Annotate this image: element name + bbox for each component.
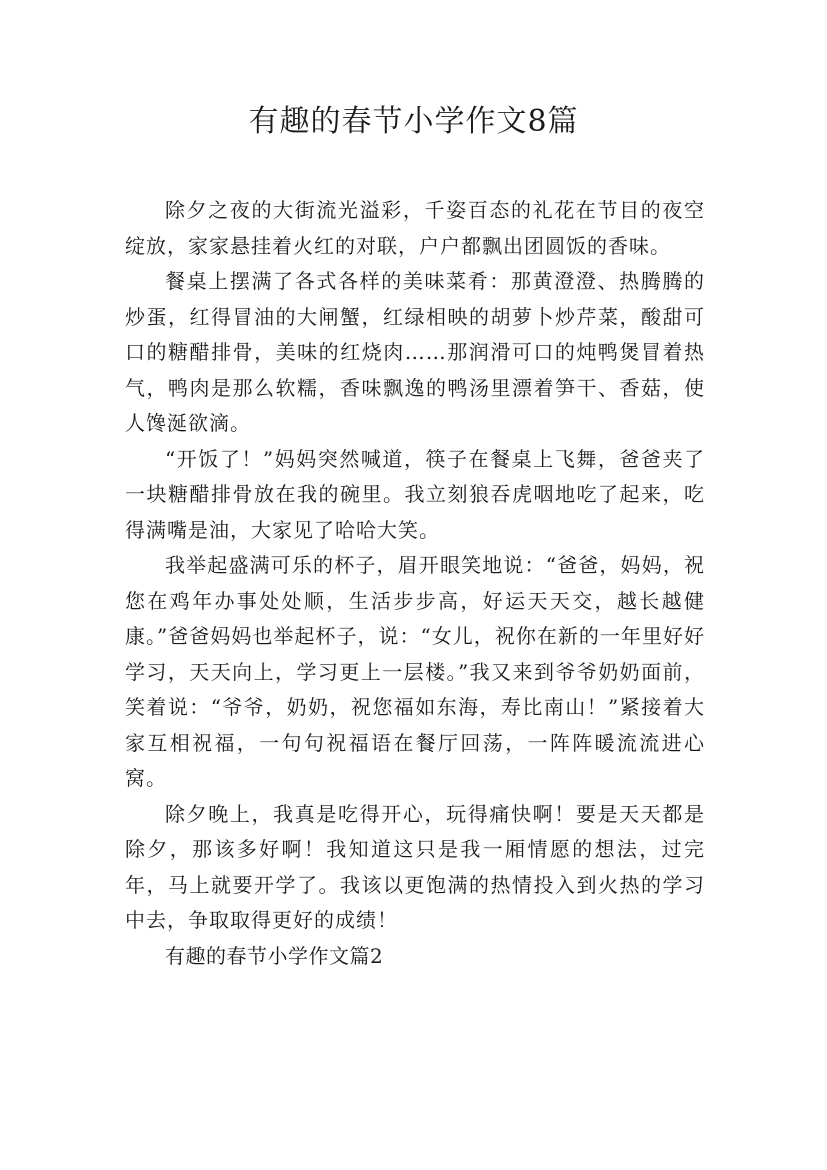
- paragraph-3: “开饭了！”妈妈突然喊道，筷子在餐桌上飞舞，爸爸夹了一块糖醋排骨放在我的碗里。我立刻狼吞虎咽地吃了起来，吃得满嘴是油，大家见了哈哈大笑。: [125, 446, 705, 542]
- next-section-heading: 有趣的春节小学作文篇2: [165, 943, 384, 968]
- paragraph-1: 除夕之夜的大街流光溢彩，千姿百态的礼花在节目的夜空绽放，家家悬挂着火红的对联，户户都飘出团圆饭的香味。: [125, 198, 705, 258]
- document-title: 有趣的春节小学作文8篇: [248, 104, 579, 139]
- document-body: [125, 193, 705, 974]
- paragraph-4: 我举起盛满可乐的杯子，眉开眼笑地说：“爸爸，妈妈，祝您在鸡年办事处处顺，生活步步高，好运天天交，越长越健康。”爸爸妈妈也举起杯子，说：“女儿，祝你在新的一年里好好学习，天天向上，学习更上一层楼。”我又来到爷爷奶奶面前，笑着说：“爷爷，奶奶，祝您福如东海，寿比南山！”紧接着大家互相祝福，一句句祝福语在餐厅回荡，一阵阵暖流流进心窝。: [125, 553, 705, 790]
- paragraph-5: 除夕晚上，我真是吃得开心，玩得痛快啊！要是天天都是除夕，那该多好啊！我知道这只是我一厢情愿的想法，过完年，马上就要开学了。我该以更饱满的热情投入到火热的学习中去，争取取得更好的成绩！: [125, 801, 705, 932]
- paragraph-2: 餐桌上摆满了各式各样的美味菜肴：那黄澄澄、热腾腾的炒蛋，红得冒油的大闸蟹，红绿相映的胡萝卜炒芹菜，酸甜可口的糖醋排骨，美味的红烧肉……那润滑可口的炖鸭煲冒着热气，鸭肉是那么软糯，香味飘逸的鸭汤里漂着笋干、香菇，使人馋涎欲滴。: [125, 269, 705, 435]
